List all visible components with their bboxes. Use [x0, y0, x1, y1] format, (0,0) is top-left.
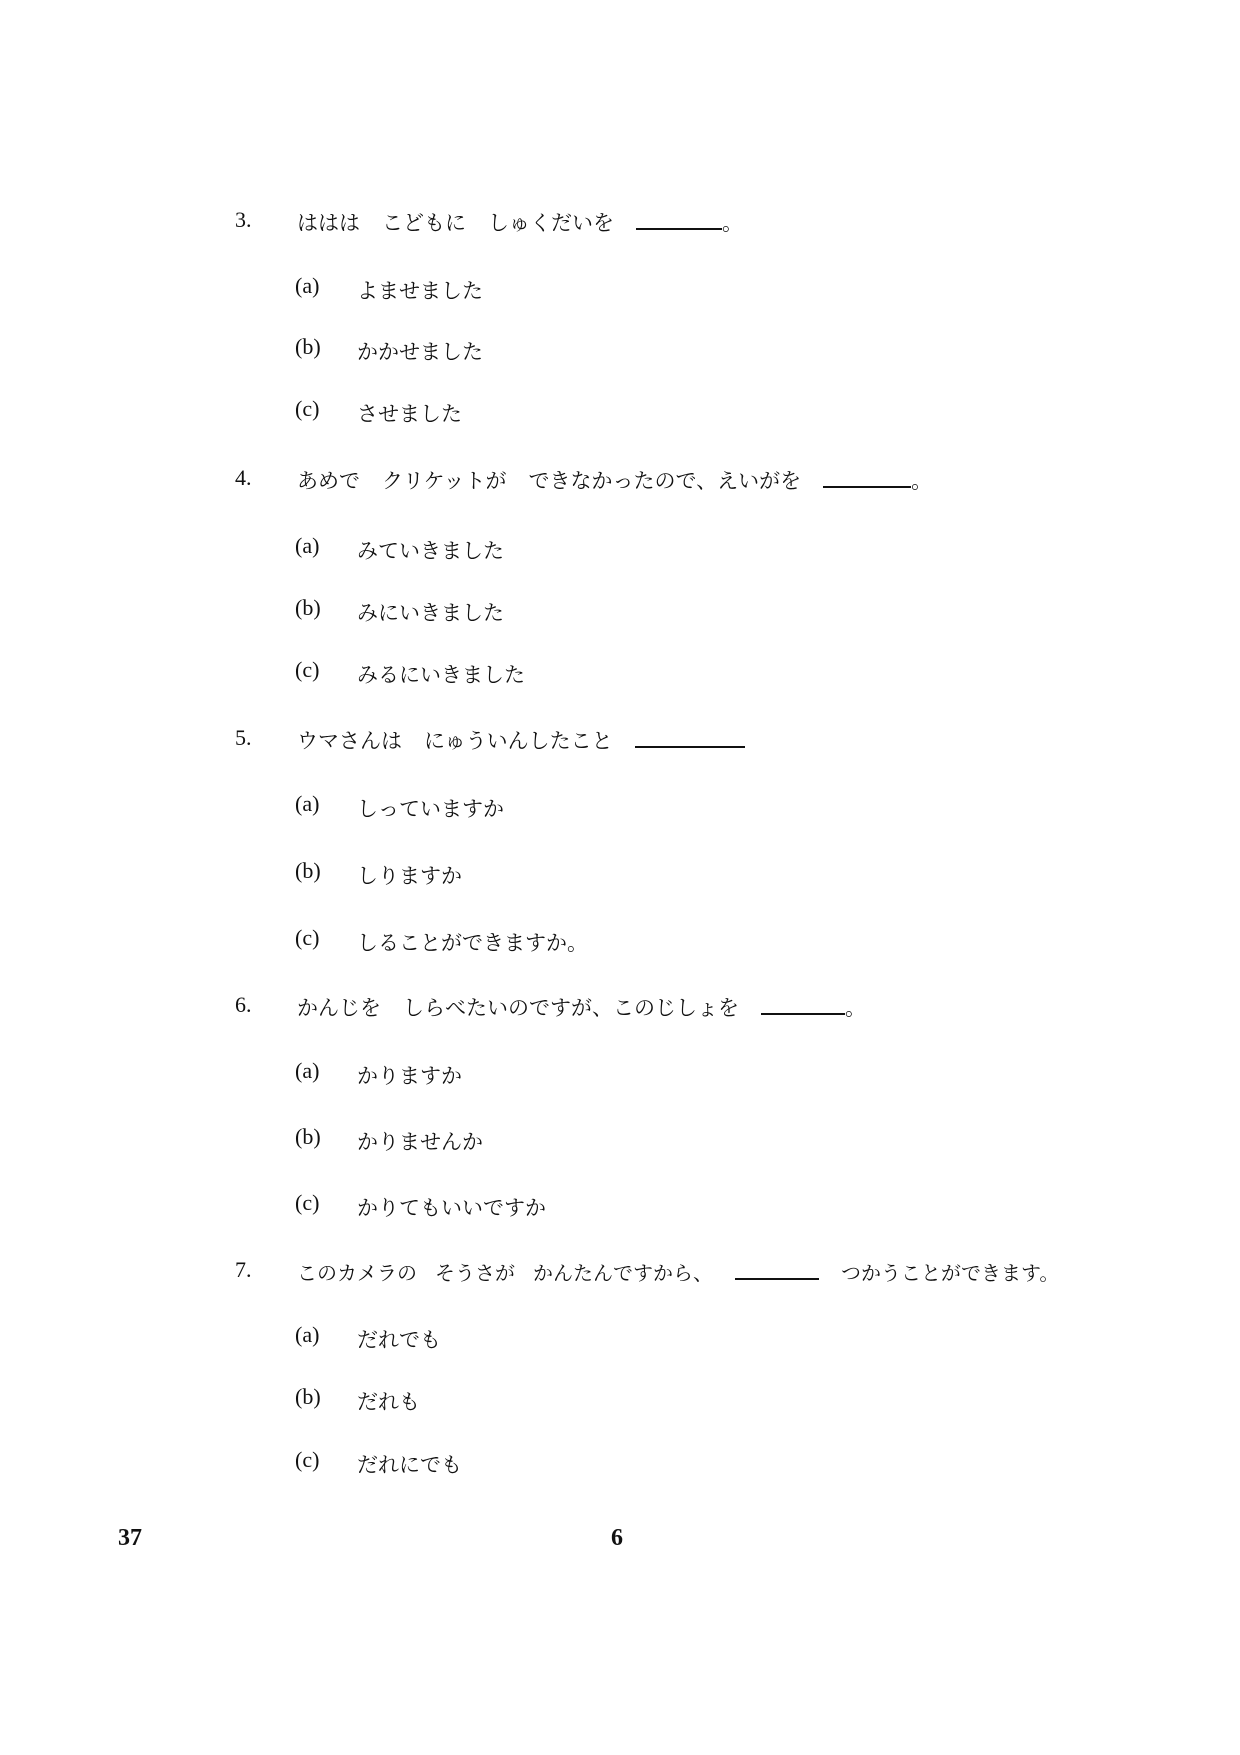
- option-label: (b): [295, 1124, 321, 1149]
- option-text: みていきました: [357, 539, 504, 563]
- question-segment: しらべたいのですが、このじしょを: [403, 996, 739, 1020]
- option-3c[interactable]: [295, 396, 995, 432]
- question-segment: できなかったので、えいがを: [528, 469, 802, 493]
- option-4c[interactable]: [295, 657, 995, 693]
- question-number: 4.: [235, 465, 252, 490]
- question-segment: ははは: [297, 211, 360, 235]
- question-text: [297, 465, 932, 495]
- question-text: [297, 1257, 1059, 1286]
- answer-blank: [635, 728, 745, 748]
- question-ending: つかうことができます。: [841, 1261, 1060, 1285]
- question-segment: かんたんですから、: [533, 1261, 713, 1285]
- option-label: (c): [295, 1190, 320, 1215]
- question-ending: 。: [911, 469, 933, 493]
- option-label: (b): [295, 1384, 321, 1409]
- option-5a[interactable]: [295, 791, 995, 827]
- option-text: みるにいきました: [357, 663, 525, 687]
- question-segment: あめで: [297, 469, 360, 493]
- option-text: しっていますか: [357, 797, 504, 821]
- question-segment: かんじを: [297, 996, 381, 1020]
- answer-blank: [636, 210, 722, 230]
- option-5b[interactable]: [295, 858, 995, 894]
- question-3: [235, 207, 1135, 247]
- option-4a[interactable]: [295, 533, 995, 569]
- question-ending: 。: [722, 211, 743, 235]
- option-7a[interactable]: [295, 1322, 995, 1358]
- option-5c[interactable]: [295, 925, 995, 961]
- question-segment: そうさが: [435, 1261, 515, 1285]
- option-label: (c): [295, 396, 320, 421]
- answer-blank: [761, 995, 845, 1015]
- option-text: みにいきました: [357, 601, 504, 625]
- option-label: (a): [295, 273, 320, 298]
- option-text: かりてもいいですか: [357, 1196, 546, 1220]
- option-label: (b): [295, 858, 321, 883]
- option-text: だれにでも: [357, 1453, 462, 1477]
- option-label: (b): [295, 595, 321, 620]
- option-label: (c): [295, 657, 320, 682]
- option-text: よませました: [357, 279, 483, 303]
- question-4: [235, 465, 1135, 505]
- question-number: 6.: [235, 992, 252, 1017]
- paper-code: 37: [118, 1525, 142, 1551]
- question-text: [297, 725, 745, 755]
- page-number: 6: [611, 1525, 623, 1551]
- question-text: [297, 992, 866, 1022]
- question-segment: にゅういんしたこと: [424, 729, 613, 753]
- question-number: 5.: [235, 725, 252, 750]
- option-text: かかせました: [357, 340, 483, 364]
- option-text: だれも: [357, 1390, 420, 1414]
- option-label: (c): [295, 925, 320, 950]
- option-3b[interactable]: [295, 334, 995, 370]
- option-label: (b): [295, 334, 321, 359]
- question-segment: しゅくだいを: [488, 211, 614, 235]
- option-7b[interactable]: [295, 1384, 995, 1420]
- question-number: 3.: [235, 207, 252, 232]
- option-7c[interactable]: [295, 1447, 995, 1483]
- option-label: (a): [295, 1058, 320, 1083]
- option-text: しることができますか。: [357, 931, 588, 955]
- option-text: させました: [357, 402, 462, 426]
- question-5: [235, 725, 1135, 765]
- option-3a[interactable]: [295, 273, 995, 309]
- question-number: 7.: [235, 1257, 252, 1282]
- option-6b[interactable]: [295, 1124, 995, 1160]
- question-segment: クリケットが: [382, 469, 507, 493]
- question-segment: ウマさんは: [297, 729, 402, 753]
- option-text: かりませんか: [357, 1130, 483, 1154]
- option-label: (a): [295, 1322, 320, 1347]
- question-7: [235, 1257, 1135, 1297]
- answer-blank: [823, 468, 911, 488]
- option-text: かりますか: [357, 1064, 462, 1088]
- option-label: (c): [295, 1447, 320, 1472]
- option-text: だれでも: [357, 1328, 441, 1352]
- option-label: (a): [295, 791, 320, 816]
- option-label: (a): [295, 533, 320, 558]
- question-ending: 。: [845, 996, 866, 1020]
- option-6a[interactable]: [295, 1058, 995, 1094]
- question-text: [297, 207, 743, 237]
- answer-blank: [735, 1260, 819, 1280]
- question-segment: このカメラの: [297, 1261, 417, 1285]
- question-6: [235, 992, 1135, 1032]
- option-4b[interactable]: [295, 595, 995, 631]
- option-text: しりますか: [357, 864, 462, 888]
- option-6c[interactable]: [295, 1190, 995, 1226]
- question-segment: こどもに: [382, 211, 466, 235]
